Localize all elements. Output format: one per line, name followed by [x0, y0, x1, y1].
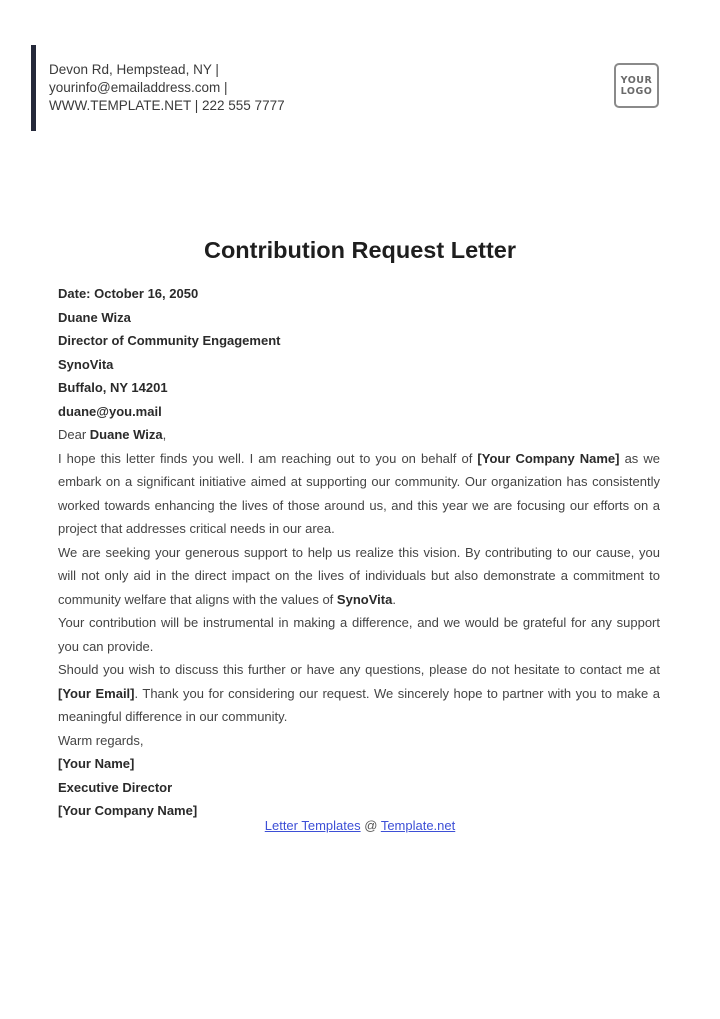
- sender-website-phone: WWW.TEMPLATE.NET | 222 555 7777: [49, 98, 285, 113]
- letter-date: Date: October 16, 2050: [58, 286, 199, 301]
- sender-title: Executive Director: [58, 779, 173, 795]
- recipient-city: Buffalo, NY 14201: [58, 380, 168, 395]
- sender-contact-block: [49, 61, 285, 115]
- company-logo-placeholder: [614, 63, 659, 108]
- salutation-prefix: Dear: [58, 427, 90, 442]
- letter-title: Contribution Request Letter: [203, 237, 517, 263]
- sender-name: [Your Name]: [58, 756, 135, 771]
- company-name-placeholder: [Your Company Name]: [477, 450, 620, 466]
- paragraph-contact-end: . Thank you for considering our request. We sincerely hope to partner with you to make a meaningful difference in our community.: [58, 685, 660, 724]
- recipient-title: Director of Community Engagement: [58, 333, 281, 348]
- header-accent-bar: [31, 45, 36, 131]
- footer-separator: @: [360, 818, 381, 833]
- logo-text-line2: LOGO: [620, 85, 653, 97]
- template-net-link[interactable]: Template.net: [380, 818, 456, 833]
- recipient-company-mention: SynoVita: [336, 591, 393, 607]
- logo-text-line1: YOUR: [620, 74, 653, 86]
- salutation-name: Duane Wiza: [89, 427, 163, 442]
- paragraph-request: [58, 541, 660, 612]
- paragraph-intro-start: I hope this letter finds you well. I am reaching out to you on behalf of: [58, 450, 478, 466]
- recipient-email: duane@you.mail: [58, 403, 162, 419]
- sender-email: yourinfo@emailaddress.com |: [49, 80, 228, 95]
- salutation: [58, 423, 660, 447]
- email-placeholder: [Your Email]: [58, 685, 135, 701]
- sender-company: [Your Company Name]: [58, 803, 198, 818]
- paragraph-intro: [58, 447, 660, 541]
- paragraph-intro-end: as we embark on a significant initiative aimed at supporting our community. Our organization has consistently worked towards enhancing the lives of those around us, and this year we are focusing our efforts on a project that addresses critical needs in our area.: [58, 450, 660, 536]
- recipient-name: Duane Wiza: [58, 309, 131, 325]
- letter-templates-link[interactable]: Letter Templates: [264, 818, 361, 833]
- footer-attribution: [0, 818, 720, 833]
- closing: Warm regards,: [58, 732, 144, 748]
- paragraph-contact-start: Should you wish to discuss this further or have any questions, please do not hesitate to contact me at: [58, 662, 660, 677]
- paragraph-request-start: We are seeking your generous support to help us realize this vision. By contributing to our cause, you will not only aid in the direct impact on the lives of individuals but also demonstrate a commitment to community welfare that aligns with the values of: [58, 544, 660, 607]
- sender-address: Devon Rd, Hempstead, NY |: [49, 62, 219, 77]
- paragraph-contact: [58, 658, 660, 729]
- paragraph-request-end: .: [392, 591, 396, 607]
- letter-body: [58, 282, 660, 823]
- paragraph-gratitude: Your contribution will be instrumental in making a difference, and we would be grateful for any support you can provide.: [58, 615, 660, 654]
- recipient-company: SynoVita: [58, 356, 114, 372]
- salutation-suffix: ,: [162, 427, 167, 442]
